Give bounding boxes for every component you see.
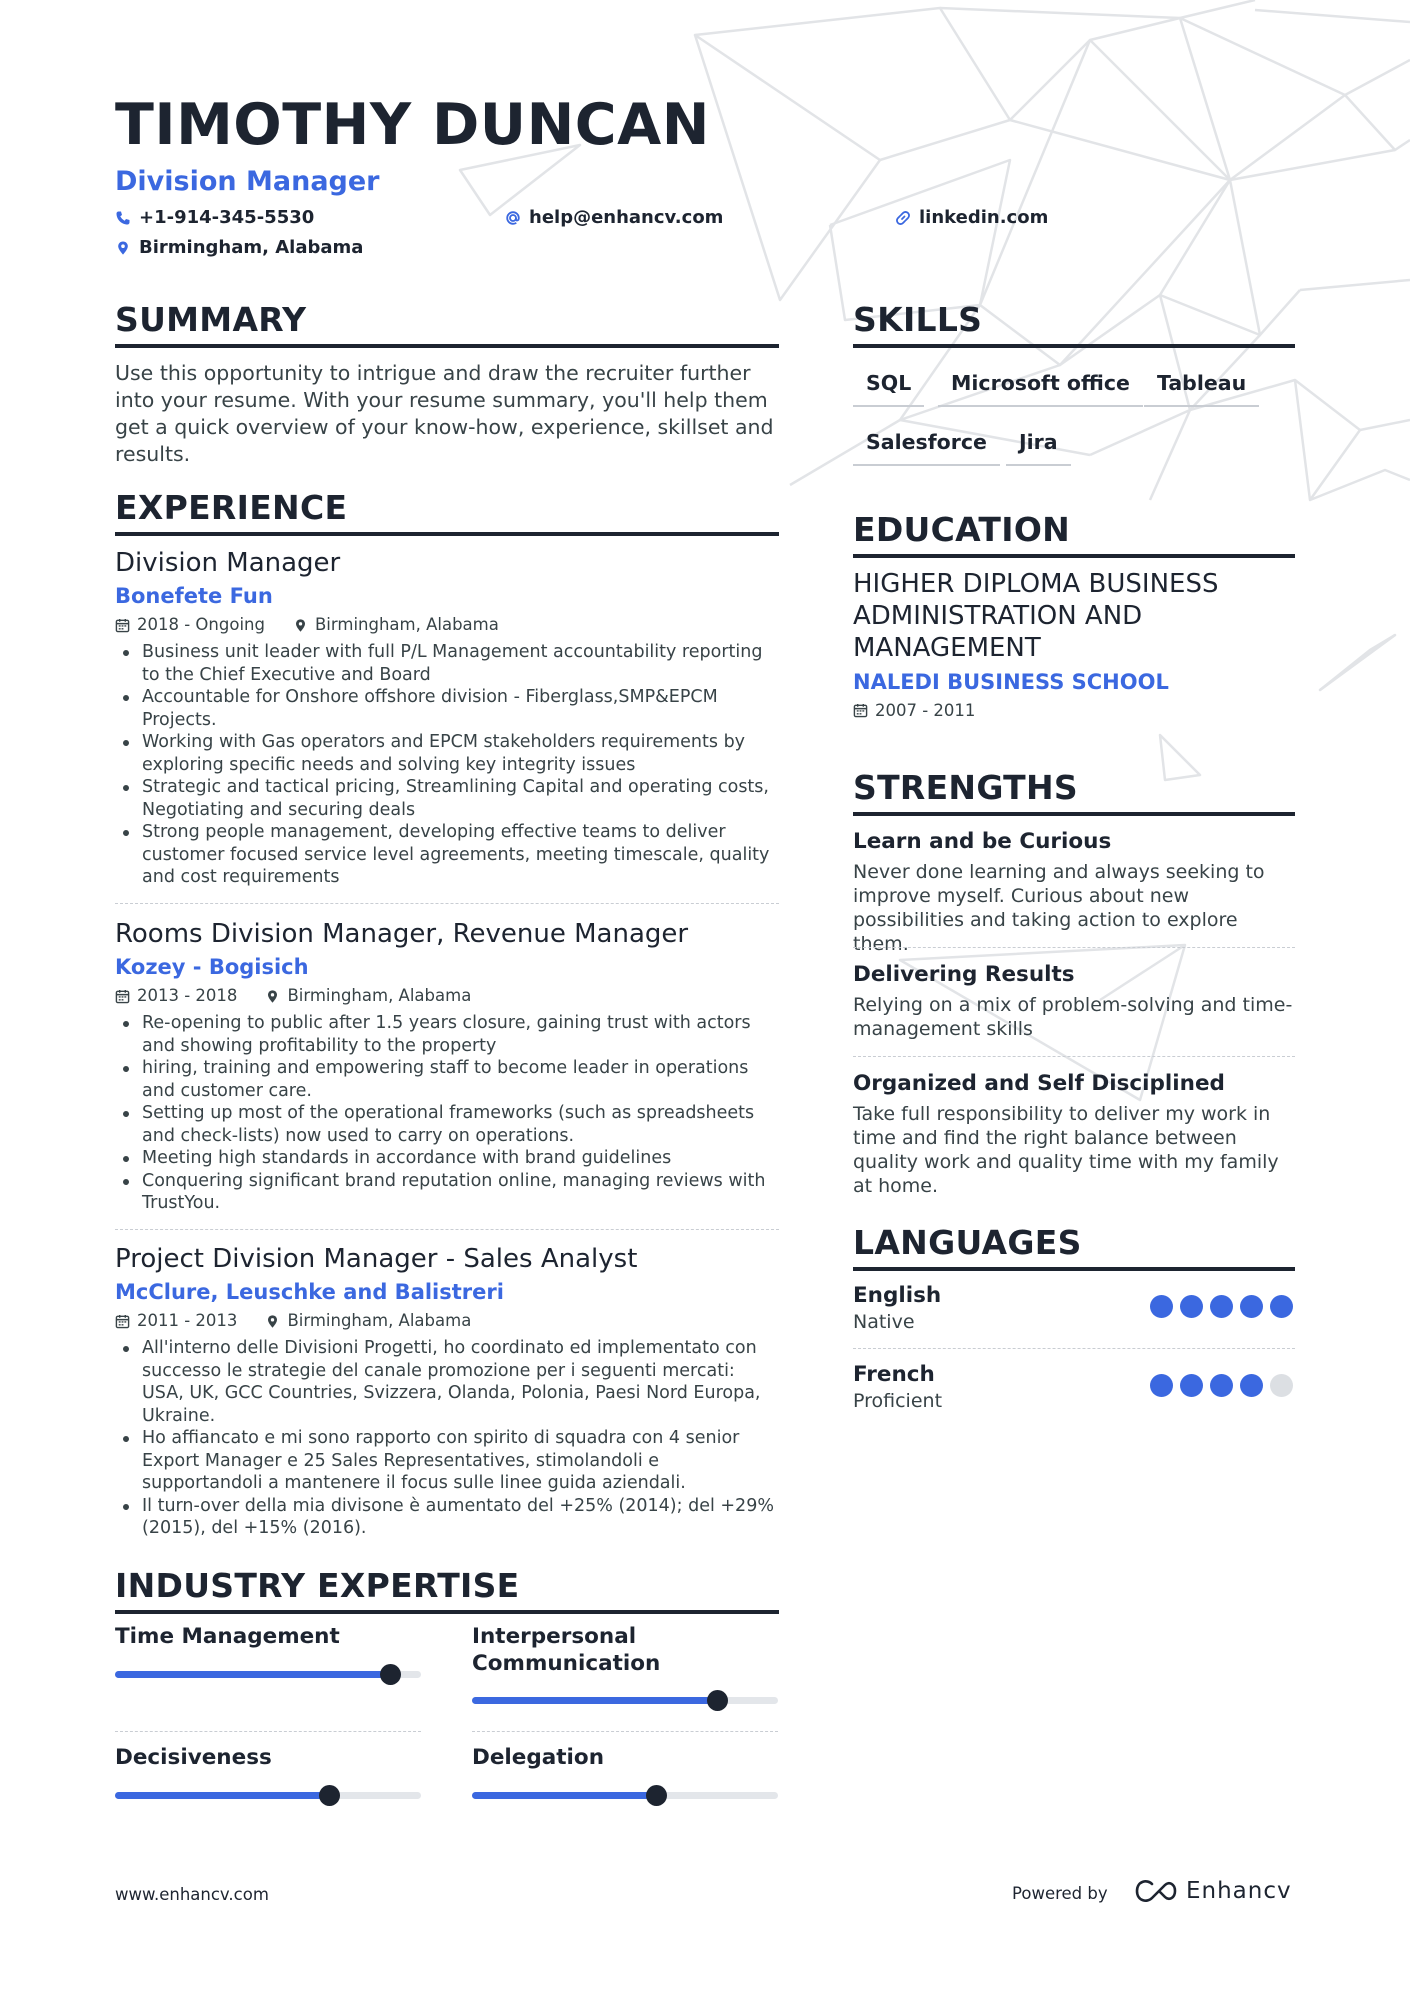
skill-tag: Microsoft office (938, 370, 1143, 407)
footer-powered-by: Powered by (1012, 1884, 1108, 1903)
job-bullet: Ho affiancato e mi sono rapporto con spirito di squadra con 4 senior Export Manager e 25 Sales Representatives, stimolandoli e supportandoli a mantenere il focus sulle linee guida aziendali. (115, 1427, 779, 1495)
job-location-text: Birmingham, Alabama (314, 615, 499, 634)
job-location-text: Birmingham, Alabama (287, 986, 472, 1005)
footer-url[interactable]: www.enhancv.com (115, 1885, 269, 1904)
expertise-fill (472, 1792, 656, 1799)
job-bullet: Strong people management, developing effective teams to deliver customer focused service level agreements, meeting timescale, quality and cost requirements (115, 821, 779, 889)
job-dates (115, 986, 237, 1006)
enhancv-logo-icon (1132, 1878, 1178, 1904)
experience-item (115, 547, 779, 889)
expertise-item (472, 1623, 778, 1677)
job-bullets (115, 1337, 779, 1540)
education-degree: HIGHER DIPLOMA BUSINESS ADMINISTRATION AND MANAGEMENT (853, 569, 1219, 663)
company-name: Bonefete Fun (115, 584, 273, 608)
job-dates-text: 2018 - Ongoing (137, 615, 265, 634)
rating-dot (1180, 1295, 1203, 1318)
language-item (853, 1283, 1295, 1335)
strength-item (853, 961, 1295, 1041)
rating-dot (1240, 1374, 1263, 1397)
language-item (853, 1362, 1295, 1414)
expertise-fill (472, 1697, 717, 1704)
company-name: McClure, Leuschke and Balistreri (115, 1280, 504, 1304)
strength-item (853, 828, 1295, 956)
location-pin-icon (293, 618, 308, 633)
phone-icon (115, 210, 131, 226)
rating-dot (1270, 1295, 1293, 1318)
expertise-bar (115, 1671, 421, 1678)
job-bullet: Meeting high standards in accordance with brand guidelines (115, 1147, 779, 1170)
expertise-item (472, 1744, 778, 1771)
strength-title: Organized and Self Disciplined (853, 1071, 1225, 1096)
job-bullet: All'interno delle Divisioni Progetti, ho coordinato ed implementato con successo le strategie del canale promozione per i seguenti mercati: USA, UK, GCC Countries, Svizzera, Olanda, Polonia, Paesi Nord Europa, Ukraine. (115, 1337, 779, 1427)
skills-heading: SKILLS (853, 302, 1295, 348)
enhancv-logo-text: Enhancv (1186, 1878, 1292, 1904)
strength-desc: Take full responsibility to deliver my work in time and find the right balance between quality work and quality time with my family at home. (853, 1103, 1279, 1197)
expertise-item (115, 1623, 421, 1650)
job-bullet: Business unit leader with full P/L Management accountability reporting to the Chief Executive and Board (115, 641, 779, 686)
expertise-knob (646, 1785, 667, 1806)
phone-text: +1-914-345-5530 (139, 207, 315, 228)
language-rating (1150, 1295, 1293, 1318)
language-rating (1150, 1374, 1293, 1397)
divider (115, 903, 779, 904)
job-location (265, 986, 471, 1006)
expertise-label: Interpersonal Communication (472, 1624, 661, 1676)
skill-tag: Salesforce (853, 429, 1000, 466)
job-meta (115, 1311, 779, 1331)
linkedin-text: linkedin.com (919, 207, 1049, 228)
divider (853, 947, 1295, 948)
expertise-bar (115, 1792, 421, 1799)
at-icon (505, 210, 521, 226)
job-bullet: hiring, training and empowering staff to become leader in operations and customer care. (115, 1057, 779, 1102)
experience-item (115, 918, 779, 1215)
job-bullets (115, 641, 779, 889)
expertise-label: Decisiveness (115, 1745, 272, 1770)
location-pin-icon (265, 1314, 280, 1329)
strength-item (853, 1070, 1295, 1198)
strengths-heading: STRENGTHS (853, 770, 1295, 816)
calendar-icon (115, 989, 130, 1004)
experience-heading: EXPERIENCE (115, 490, 779, 536)
job-dates (115, 615, 265, 635)
email-text: help@enhancv.com (529, 207, 724, 228)
summary-heading: SUMMARY (115, 302, 779, 348)
expertise-knob (319, 1785, 340, 1806)
email-contact[interactable] (505, 207, 723, 228)
job-bullet: Il turn-over della mia divisone è aumentato del +25% (2014); del +29% (2015), del +15% (2016). (115, 1495, 779, 1540)
link-icon (895, 210, 911, 226)
education-heading: EDUCATION (853, 512, 1295, 558)
job-bullet: Setting up most of the operational frameworks (such as spreadsheets and check-lists) now used to carry on operations. (115, 1102, 779, 1147)
rating-dot (1150, 1295, 1173, 1318)
divider (115, 1229, 779, 1230)
strength-desc: Relying on a mix of problem-solving and time-management skills (853, 994, 1293, 1040)
job-bullet: Strategic and tactical pricing, Streamlining Capital and operating costs, Negotiating and securing deals (115, 776, 779, 821)
industry-expertise-heading: INDUSTRY EXPERTISE (115, 1568, 779, 1614)
divider (853, 1056, 1295, 1057)
job-title: Division Manager (115, 548, 341, 578)
strength-title: Delivering Results (853, 962, 1075, 987)
divider (853, 1348, 1295, 1349)
job-dates-text: 2013 - 2018 (137, 986, 238, 1005)
expertise-knob (380, 1664, 401, 1685)
job-dates (115, 1311, 237, 1331)
job-location (293, 615, 499, 635)
job-title: Project Division Manager - Sales Analyst (115, 1244, 638, 1274)
job-bullet: Accountable for Onshore offshore division - Fiberglass,SMP&EPCM Projects. (115, 686, 779, 731)
job-bullet: Re-opening to public after 1.5 years closure, gaining trust with actors and showing profitability to the property (115, 1012, 779, 1057)
expertise-label: Delegation (472, 1745, 605, 1770)
education-school: NALEDI BUSINESS SCHOOL (853, 670, 1169, 694)
enhancv-logo[interactable] (1132, 1878, 1292, 1904)
education-dates-text: 2007 - 2011 (875, 701, 976, 720)
expertise-item (115, 1744, 421, 1771)
expertise-fill (115, 1792, 329, 1799)
job-bullets (115, 1012, 779, 1215)
rating-dot (1210, 1295, 1233, 1318)
rating-dot (1180, 1374, 1203, 1397)
job-dates-text: 2011 - 2013 (137, 1311, 238, 1330)
location-contact (115, 237, 363, 258)
linkedin-contact[interactable] (895, 207, 1048, 228)
job-location (265, 1311, 471, 1331)
language-level: Native (853, 1311, 915, 1333)
phone-contact[interactable] (115, 207, 314, 228)
language-level: Proficient (853, 1390, 943, 1412)
skill-tag: Jira (1006, 429, 1071, 466)
rating-dot (1210, 1374, 1233, 1397)
skill-tag: Tableau (1144, 370, 1259, 407)
job-meta (115, 615, 779, 635)
job-location-text: Birmingham, Alabama (287, 1311, 472, 1330)
expertise-bar (472, 1697, 778, 1704)
expertise-bar (472, 1792, 778, 1799)
experience-item (115, 1243, 779, 1540)
candidate-name: TIMOTHY DUNCAN (115, 92, 710, 158)
job-bullet: Working with Gas operators and EPCM stakeholders requirements by exploring specific needs and solving key integrity issues (115, 731, 779, 776)
company-name: Kozey - Bogisich (115, 955, 309, 979)
languages-heading: LANGUAGES (853, 1225, 1295, 1271)
language-name: English (853, 1283, 942, 1308)
divider (115, 1731, 421, 1732)
expertise-label: Time Management (115, 1624, 340, 1649)
location-text: Birmingham, Alabama (139, 237, 364, 258)
calendar-icon (853, 703, 868, 718)
strength-desc: Never done learning and always seeking to improve myself. Curious about new possibilities and taking action to explore them. (853, 861, 1265, 955)
strength-title: Learn and be Curious (853, 829, 1112, 854)
education-dates (853, 701, 975, 720)
skill-tag: SQL (853, 370, 924, 407)
job-bullet: Conquering significant brand reputation online, managing reviews with TrustYou. (115, 1170, 779, 1215)
summary-text: Use this opportunity to intrigue and draw the recruiter further into your resume. With your resume summary, you'll help them get a quick overview of your know-how, experience, skillset and results. (115, 361, 774, 466)
language-name: French (853, 1362, 935, 1387)
rating-dot (1270, 1374, 1293, 1397)
calendar-icon (115, 1314, 130, 1329)
divider (472, 1731, 778, 1732)
expertise-fill (115, 1671, 390, 1678)
rating-dot (1150, 1374, 1173, 1397)
calendar-icon (115, 618, 130, 633)
expertise-knob (707, 1690, 728, 1711)
location-pin-icon (115, 240, 131, 256)
job-meta (115, 986, 779, 1006)
job-title: Rooms Division Manager, Revenue Manager (115, 919, 689, 949)
location-pin-icon (265, 989, 280, 1004)
rating-dot (1240, 1295, 1263, 1318)
candidate-title: Division Manager (115, 166, 380, 197)
